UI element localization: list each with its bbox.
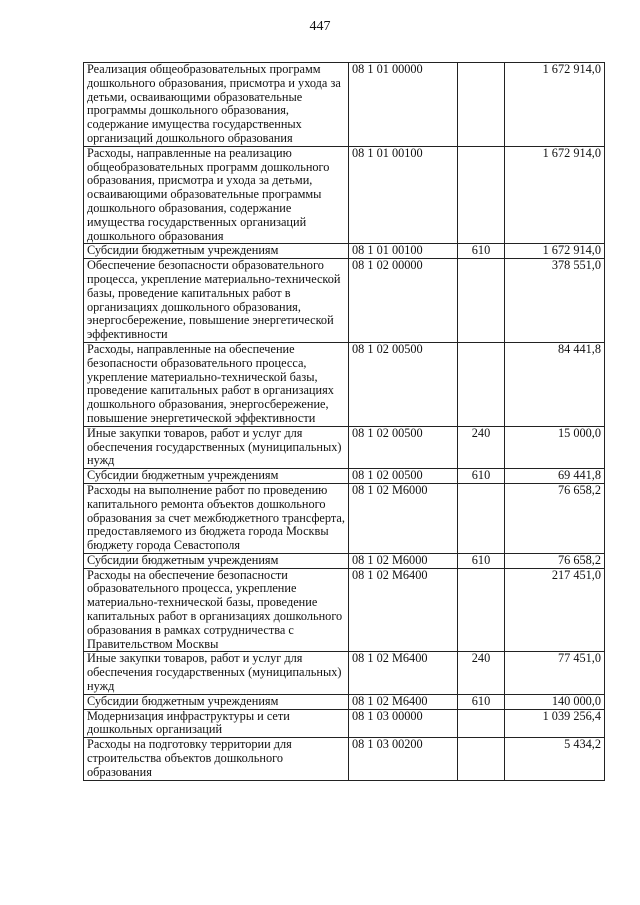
row-amount: 1 672 914,0 — [505, 63, 605, 147]
row-code: 08 1 02 00000 — [349, 259, 458, 343]
row-code: 08 1 02 М6400 — [349, 568, 458, 652]
row-type — [458, 259, 505, 343]
row-amount: 15 000,0 — [505, 426, 605, 468]
row-amount: 77 451,0 — [505, 652, 605, 694]
row-name: Субсидии бюджетным учреждениям — [84, 553, 349, 568]
row-code: 08 1 02 М6400 — [349, 652, 458, 694]
table-row — [84, 694, 605, 709]
row-type: 610 — [458, 553, 505, 568]
row-type — [458, 483, 505, 553]
table-row — [84, 709, 605, 738]
row-name: Расходы, направленные на реализацию общеобразовательных программ дошкольного образования, присмотра и ухода за детьми, осваивающими образовательные программы дошкольного образования, содержание имущества государственных организаций дошкольного образования — [84, 146, 349, 244]
table-row — [84, 469, 605, 484]
row-amount: 378 551,0 — [505, 259, 605, 343]
row-type — [458, 738, 505, 780]
row-type — [458, 709, 505, 738]
table-row — [84, 426, 605, 468]
row-code: 08 1 02 М6000 — [349, 483, 458, 553]
row-amount: 217 451,0 — [505, 568, 605, 652]
row-amount: 1 672 914,0 — [505, 244, 605, 259]
row-name: Расходы на обеспечение безопасности образовательного процесса, укрепление материально-технической базы, проведение капитальных работ в организациях дошкольного образования в рамках сотрудничества с Правительством Москвы — [84, 568, 349, 652]
table-row — [84, 738, 605, 780]
row-name: Субсидии бюджетным учреждениям — [84, 469, 349, 484]
table-row — [84, 244, 605, 259]
row-amount: 84 441,8 — [505, 342, 605, 426]
row-name: Расходы, направленные на обеспечение безопасности образовательного процесса, укрепление материально-технической базы, проведение капитальных работ в организациях дошкольного образования, энергосбережение, повышение энергетической эффективности — [84, 342, 349, 426]
row-type: 240 — [458, 652, 505, 694]
row-name: Иные закупки товаров, работ и услуг для обеспечения государственных (муниципальных) нужд — [84, 652, 349, 694]
row-amount: 69 441,8 — [505, 469, 605, 484]
table-row — [84, 63, 605, 147]
row-amount: 5 434,2 — [505, 738, 605, 780]
row-type — [458, 342, 505, 426]
row-name: Расходы на выполнение работ по проведению капитального ремонта объектов дошкольного образования за счет межбюджетного трансферта, предоставляемого из бюджета города Москвы бюджету города Севастополя — [84, 483, 349, 553]
row-name: Реализация общеобразовательных программ дошкольного образования, присмотра и ухода за детьми, осваивающими образовательные программы дошкольного образования, содержание имущества государственных организаций дошкольного образования — [84, 63, 349, 147]
row-code: 08 1 03 00000 — [349, 709, 458, 738]
row-name: Иные закупки товаров, работ и услуг для обеспечения государственных (муниципальных) нужд — [84, 426, 349, 468]
row-type: 610 — [458, 694, 505, 709]
table-row — [84, 259, 605, 343]
row-amount: 140 000,0 — [505, 694, 605, 709]
row-code: 08 1 01 00100 — [349, 146, 458, 244]
table-row — [84, 568, 605, 652]
table-row — [84, 652, 605, 694]
row-code: 08 1 03 00200 — [349, 738, 458, 780]
row-type: 610 — [458, 244, 505, 259]
row-name: Обеспечение безопасности образовательного процесса, укрепление материально-технической базы, проведение капитальных работ в организациях дошкольного образования, энергосбережение, повышение энергетической эффективности — [84, 259, 349, 343]
row-amount: 76 658,2 — [505, 483, 605, 553]
row-amount: 1 672 914,0 — [505, 146, 605, 244]
row-code: 08 1 02 00500 — [349, 426, 458, 468]
row-code: 08 1 02 М6400 — [349, 694, 458, 709]
row-amount: 1 039 256,4 — [505, 709, 605, 738]
page-number: 447 — [309, 19, 331, 34]
row-code: 08 1 02 00500 — [349, 469, 458, 484]
row-type — [458, 63, 505, 147]
row-code: 08 1 01 00000 — [349, 63, 458, 147]
row-name: Субсидии бюджетным учреждениям — [84, 244, 349, 259]
row-name: Расходы на подготовку территории для строительства объектов дошкольного образования — [84, 738, 349, 780]
row-name: Модернизация инфраструктуры и сети дошкольных организаций — [84, 709, 349, 738]
table-row — [84, 342, 605, 426]
row-type: 240 — [458, 426, 505, 468]
budget-table — [83, 62, 605, 781]
table-body — [84, 63, 605, 781]
table-row — [84, 553, 605, 568]
row-code: 08 1 02 М6000 — [349, 553, 458, 568]
table-row — [84, 146, 605, 244]
row-type — [458, 146, 505, 244]
row-code: 08 1 02 00500 — [349, 342, 458, 426]
row-type: 610 — [458, 469, 505, 484]
table-row — [84, 483, 605, 553]
row-type — [458, 568, 505, 652]
row-amount: 76 658,2 — [505, 553, 605, 568]
row-code: 08 1 01 00100 — [349, 244, 458, 259]
row-name: Субсидии бюджетным учреждениям — [84, 694, 349, 709]
